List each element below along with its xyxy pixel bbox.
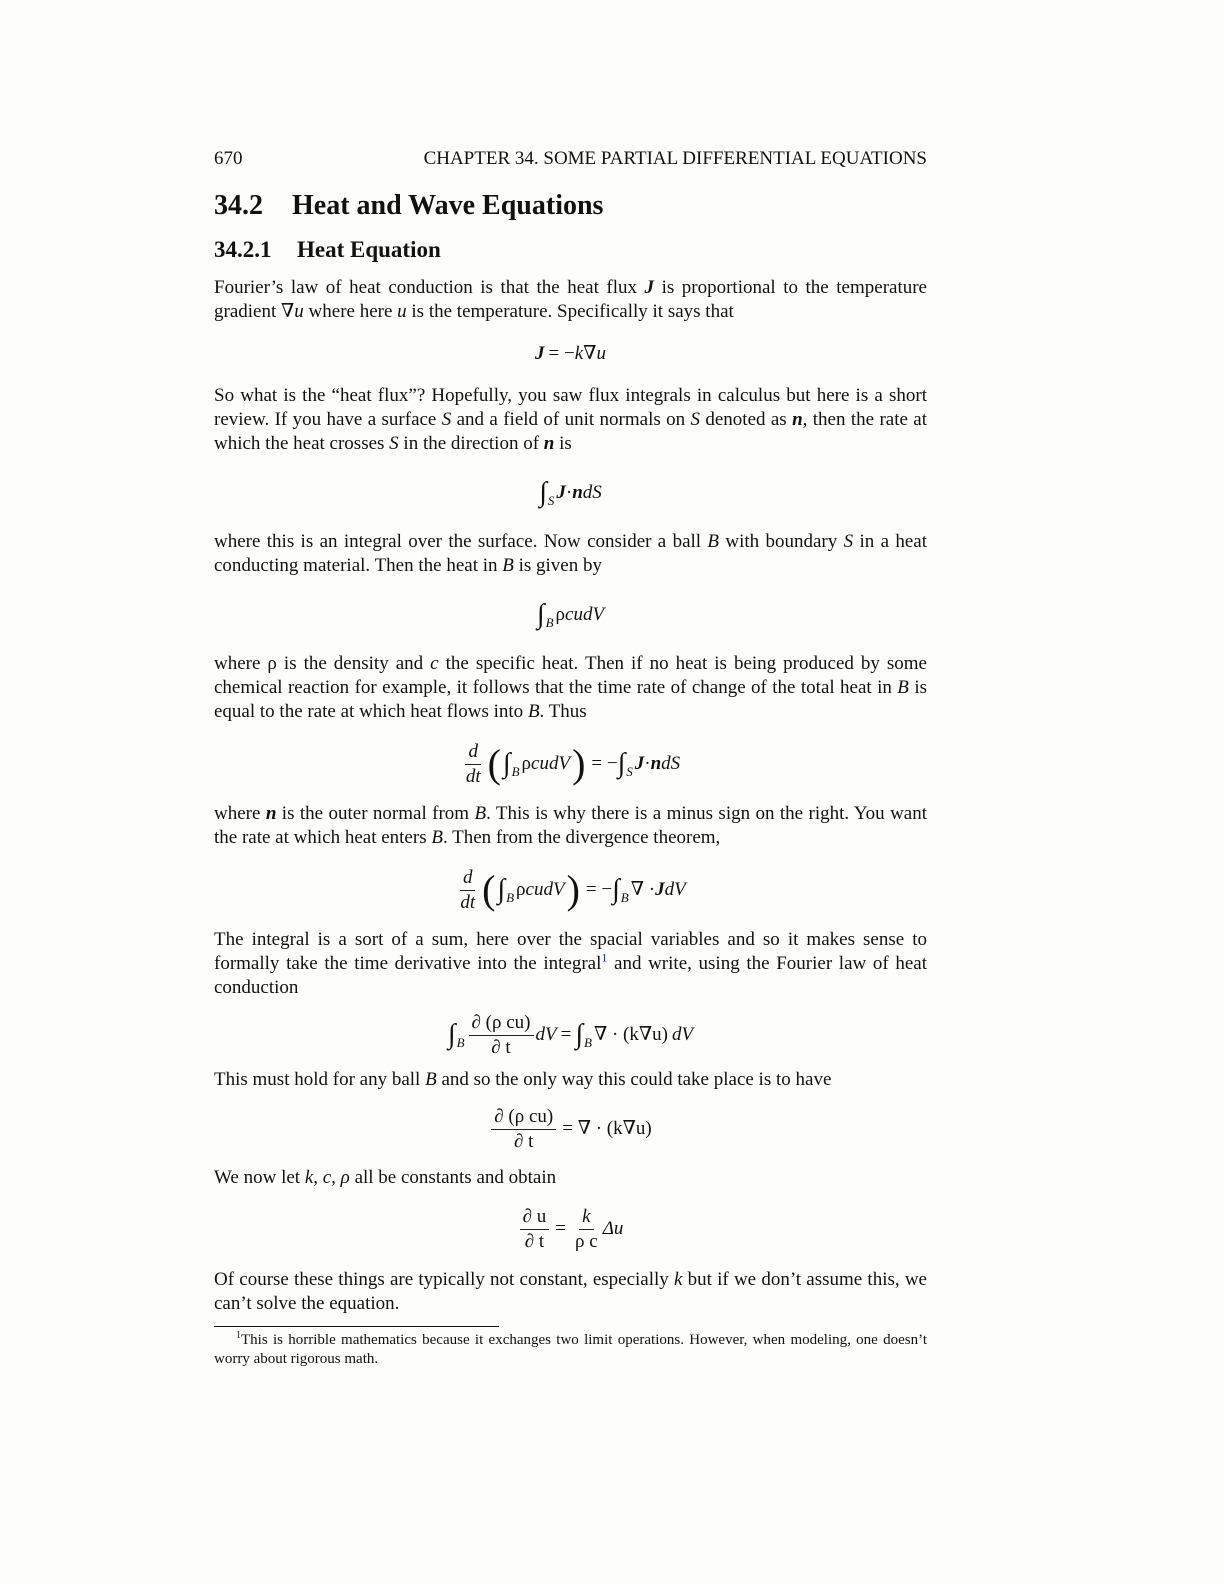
math-var: J [535, 342, 545, 364]
math-var: ρ [555, 603, 566, 625]
math-expr: cudV [525, 878, 565, 900]
paragraph-heat-flux [214, 384, 927, 456]
text: We now let [214, 1167, 305, 1188]
text: but if we don’t assume this, we can’t solve the equation. [214, 1269, 927, 1314]
math-var: n [792, 409, 803, 430]
page-number: 670 [214, 148, 243, 169]
text: is proportional to the temperature gradient [214, 277, 927, 322]
math-expr: = ∇ · (k∇u) [562, 1117, 652, 1139]
math-expr: cudV [565, 603, 605, 625]
paragraph-any-ball [214, 1068, 927, 1092]
math-expr: ∇ · (k∇u) [593, 1023, 668, 1045]
integral-domain: B [545, 615, 554, 630]
math-var: u [596, 342, 606, 364]
fraction-d-dt [457, 867, 478, 914]
text: is [554, 433, 572, 454]
math-var: n [572, 481, 583, 503]
integral [503, 750, 520, 778]
math-expr: k, c, ρ [304, 1167, 350, 1188]
math-expr: cudV [531, 752, 571, 774]
integral-symbol: ∫ [575, 1019, 583, 1050]
math-var: B [425, 1069, 437, 1090]
math-var: ρ [521, 752, 532, 774]
equation-fourier-law [214, 338, 927, 370]
integral-domain: B [620, 890, 629, 905]
math-var: dV [671, 1023, 694, 1045]
integral-symbol: ∫ [539, 477, 547, 508]
math-var: k [674, 1269, 683, 1290]
text: is given by [513, 555, 602, 576]
math-var: ρ [267, 653, 277, 674]
math-op: · [644, 752, 651, 774]
denominator: ∂ t [524, 1230, 545, 1252]
integral-symbol: ∫ [617, 748, 626, 779]
fraction-k-rhoc [572, 1206, 601, 1253]
text: Fourier’s law of heat conduction is that the heat flux [214, 277, 645, 298]
denominator: ∂ t [491, 1036, 511, 1058]
math-op: = − [591, 752, 618, 774]
footnote-divider [214, 1326, 499, 1327]
math-var: B [474, 803, 487, 824]
math-var: B [707, 531, 720, 552]
page [214, 146, 927, 1369]
numerator: d [465, 741, 481, 765]
right-paren: ) [572, 741, 586, 786]
text: is the density and [276, 653, 431, 674]
text: Of course these things are typically not constant, especially [214, 1269, 674, 1290]
integral [539, 479, 554, 507]
fraction-d-dt [463, 741, 484, 788]
numerator: ∂ u [520, 1206, 550, 1230]
footnote-text: This is horrible mathematics because it exchanges two limit operations. However, when modeling, one doesn’t worry about rigorous math. [214, 1332, 927, 1367]
equation-heat-integral [214, 590, 927, 640]
integral [612, 876, 629, 904]
paragraph-fourier-law [214, 276, 927, 324]
numerator: ∂ (ρ cu) [469, 1012, 534, 1036]
text: , then the rate at which the heat crosses [214, 409, 927, 454]
math-expr: Δu [602, 1217, 624, 1239]
integral-domain: B [584, 1035, 592, 1050]
integral-symbol: ∫ [447, 1019, 456, 1050]
equation-heat [214, 1202, 927, 1256]
chapter-title: CHAPTER 34. SOME PARTIAL DIFFERENTIAL EQUATIONS [423, 148, 927, 169]
math-var: J [556, 481, 566, 503]
denominator: dt [460, 891, 476, 913]
math-var: n [543, 433, 555, 454]
footnote [214, 1331, 927, 1369]
text: . Thus [539, 701, 587, 722]
math-var: c [430, 653, 439, 674]
numerator: ∂ (ρ cu) [491, 1106, 556, 1130]
paragraph-time-derivative [214, 928, 927, 1000]
denominator: ∂ t [514, 1130, 534, 1152]
text: . Then from the divergence theorem, [442, 827, 721, 848]
integral-domain: B [511, 764, 520, 779]
integral [537, 601, 554, 629]
footnote-number: 1 [236, 1330, 241, 1341]
integral-symbol: ∫ [502, 748, 511, 779]
nabla-symbol: ∇ [583, 342, 597, 364]
text: where here [303, 301, 398, 322]
left-paren: ( [482, 867, 496, 912]
fraction-partial [469, 1012, 534, 1059]
integral-domain: S [626, 764, 633, 779]
fraction-partial [491, 1106, 556, 1153]
section-heading [214, 186, 927, 226]
text: with boundary [719, 531, 844, 552]
text: in a heat conducting material. Then the heat in [214, 531, 927, 576]
math-var: S [389, 433, 399, 454]
text: where [214, 653, 268, 674]
text: where this is an integral over the surface. Now consider a ball [214, 531, 708, 552]
text: . This is why there is a minus sign on the right. You want the rate at which heat enters [214, 803, 927, 848]
text: denoted as [699, 409, 793, 430]
subsection-title: Heat Equation [297, 237, 441, 262]
math-op: = [555, 1217, 567, 1239]
subsection-heading [214, 234, 927, 266]
paragraph-density [214, 652, 927, 724]
math-op: = [560, 1023, 572, 1045]
math-var: k [574, 342, 584, 364]
integral-symbol: ∫ [536, 599, 545, 630]
math-var: S [690, 409, 700, 430]
text: the specific heat. Then if no heat is being produced by some chemical reaction for example, it follows that the time rate of change of the total heat in [214, 653, 927, 698]
equation-flux-integral [214, 468, 927, 518]
text: is equal to the rate at which heat flows into [214, 677, 927, 722]
equation-heat-balance [214, 734, 927, 794]
text: is the outer normal from [276, 803, 475, 824]
math-var: n [265, 803, 277, 824]
paragraph-ball [214, 530, 927, 578]
math-var: B [527, 701, 540, 722]
math-op: ∇ · [630, 878, 656, 900]
text: This must hold for any ball [214, 1069, 426, 1090]
math-var: B [502, 555, 514, 576]
integral-domain: B [456, 1035, 465, 1050]
denominator: dt [465, 765, 481, 787]
math-var: J [644, 277, 655, 298]
numerator: d [460, 867, 476, 891]
math-var: S [441, 409, 452, 430]
text: So what is the “heat flux”? Hopefully, you saw flux integrals in calculus but here is a short review. If you have a surface [214, 385, 927, 430]
integral [618, 750, 633, 778]
section-number: 34.2 [214, 190, 263, 221]
equation-integral-form [214, 1008, 927, 1062]
equation-pointwise [214, 1102, 927, 1156]
integral [448, 1021, 465, 1049]
math-var: dV [664, 878, 686, 900]
math-var: J [634, 752, 645, 774]
integral-domain: B [506, 890, 515, 905]
integral-symbol: ∫ [612, 874, 620, 905]
integral [575, 1021, 592, 1049]
nabla-symbol: ∇ [281, 301, 295, 322]
math-var: S [843, 531, 854, 552]
fraction-du-dt [520, 1206, 550, 1253]
math-op: = − [548, 342, 575, 364]
text: in the direction of [398, 433, 544, 454]
paragraph-outer-normal [214, 802, 927, 850]
integral-domain: S [547, 493, 555, 508]
text: and write, using the Fourier law of heat conduction [214, 953, 927, 998]
text: The integral is a sort of a sum, here over the spacial variables and so it makes sense to formally take the time derivative into the integral [214, 929, 927, 974]
denominator: ρ c [575, 1230, 598, 1252]
math-var: n [650, 752, 662, 774]
math-var: B [431, 827, 443, 848]
math-var: u [397, 301, 407, 322]
text: and a field of unit normals on [451, 409, 691, 430]
math-var: u [294, 301, 304, 322]
subsection-number: 34.2.1 [214, 237, 272, 262]
math-var: dS [582, 481, 602, 503]
math-op: · [565, 481, 573, 503]
integral [497, 876, 514, 904]
numerator: k [579, 1206, 593, 1230]
math-var: B [897, 677, 909, 698]
left-paren: ( [487, 741, 501, 786]
running-header [214, 146, 927, 172]
right-paren: ) [566, 867, 580, 912]
math-var: ρ [516, 878, 526, 900]
paragraph-constants [214, 1166, 927, 1190]
text: where [214, 803, 266, 824]
section-title: Heat and Wave Equations [292, 190, 604, 221]
math-op: = − [585, 878, 613, 900]
math-var: J [655, 878, 665, 900]
integral-symbol: ∫ [497, 874, 506, 905]
footnote-link[interactable]: 1 [601, 950, 608, 965]
equation-divergence [214, 860, 927, 920]
text: is the temperature. Specifically it says that [406, 301, 734, 322]
math-var: dV [535, 1023, 557, 1045]
text: all be constants and obtain [349, 1167, 557, 1188]
math-var: dS [661, 752, 681, 774]
text: and so the only way this could take place is to have [436, 1069, 832, 1090]
paragraph-not-constant [214, 1268, 927, 1316]
